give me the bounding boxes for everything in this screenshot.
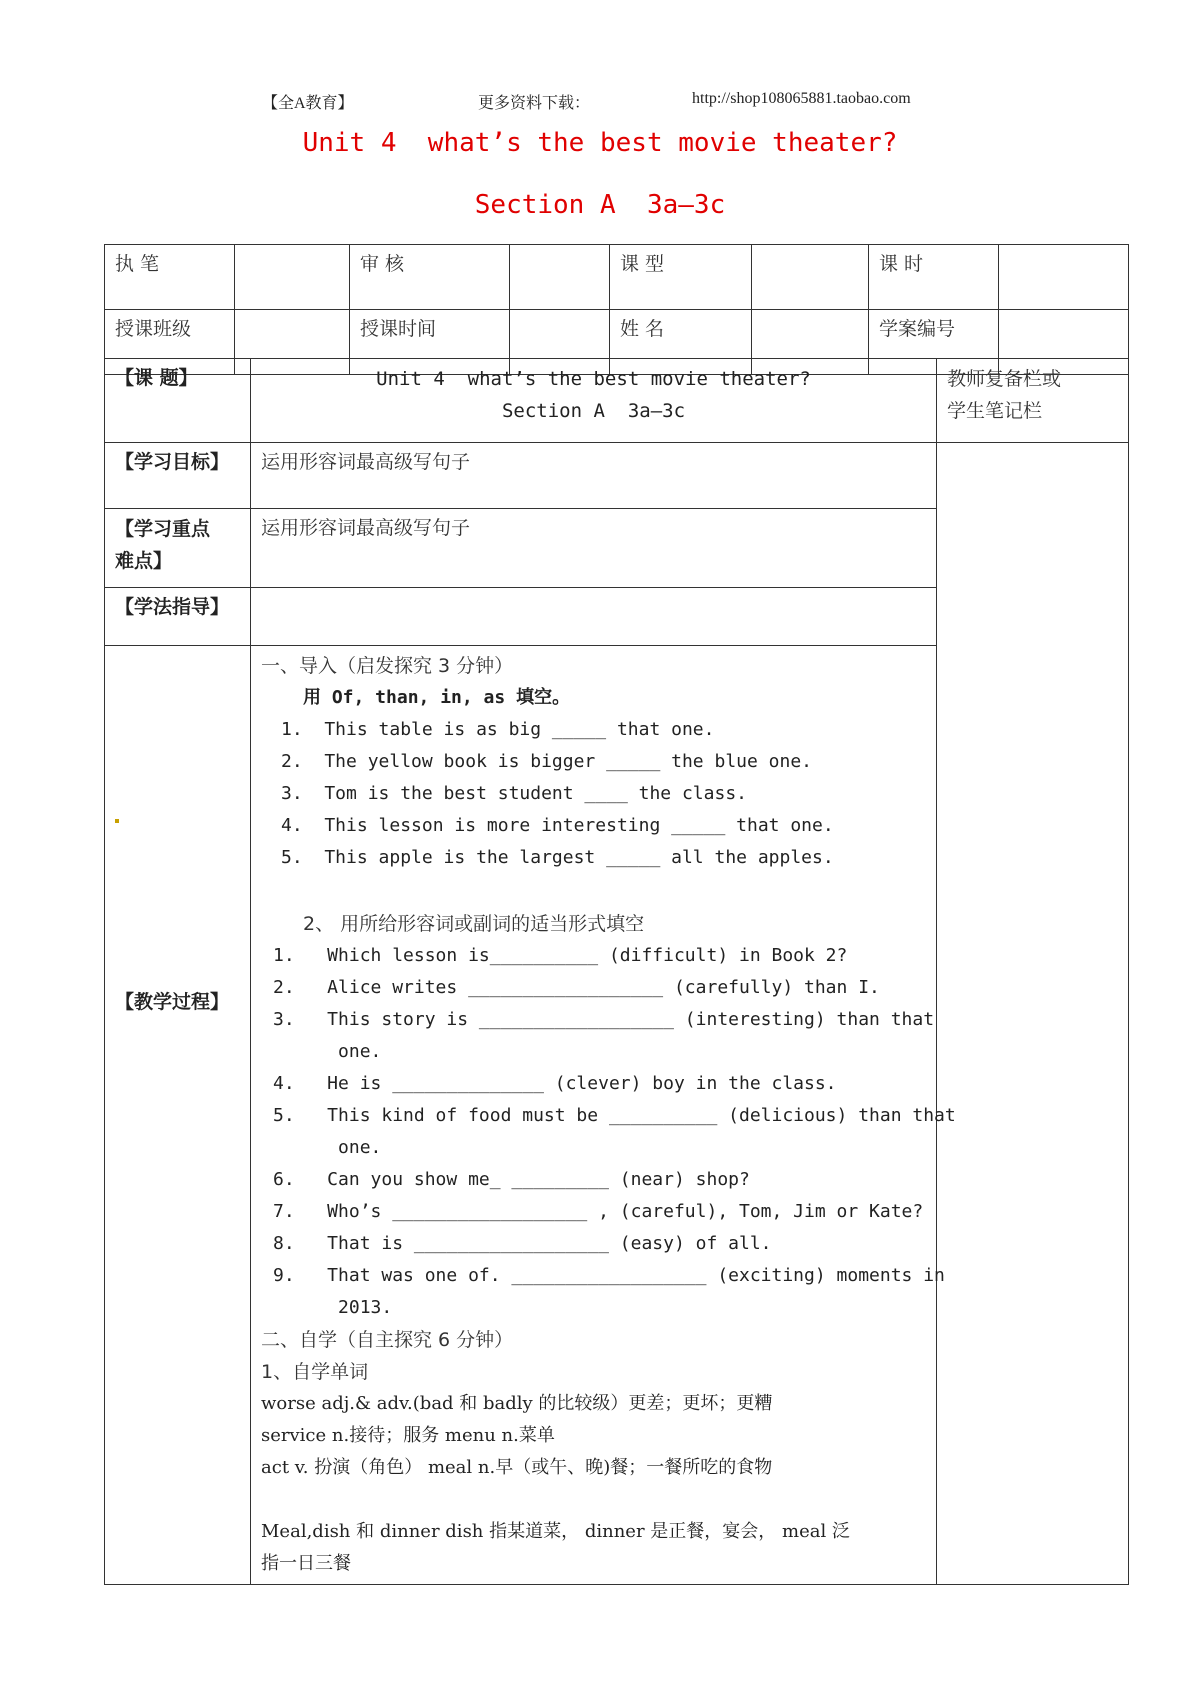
period-label: 课 时: [869, 245, 999, 310]
part1-instruction: 用 Of, than, in, as 填空。: [303, 687, 571, 708]
goal-text: 运用形容词最高级写句子: [251, 443, 937, 509]
exercise-item: 7. Who’s __________________ , (careful), Tom, Jim or Kate?: [273, 1201, 924, 1222]
exercise-item: 3. This story is __________________ (interesting) than that: [273, 1009, 935, 1030]
exercise-item-continued: one.: [273, 1041, 382, 1062]
topic-content: [251, 359, 937, 443]
vocab-line: Meal,dish 和 dinner dish 指某道菜， dinner 是正餐，宴会， meal 泛: [261, 1521, 850, 1542]
part2-title: 2、 用所给形容词或副词的适当形式填空: [303, 913, 645, 935]
vocab-line: 指一日三餐: [261, 1553, 351, 1574]
exercise-item: 4. He is ______________ (clever) boy in the class.: [273, 1073, 837, 1094]
exercise-item: 6. Can you show me_ _________ (near) shop?: [273, 1169, 750, 1190]
goal-label: 【学习目标】: [105, 443, 251, 509]
part3-subtitle: 1、自学单词: [261, 1361, 369, 1383]
writer-label: 执 笔: [105, 245, 235, 310]
topic-line-2: Section A 3a—3c: [501, 400, 686, 422]
header-more-downloads: 更多资料下载：: [478, 95, 591, 112]
exercise-item: 8. That is __________________ (easy) of all.: [273, 1233, 772, 1254]
focus-label-line-2: 难点】: [115, 550, 173, 572]
notes-column[interactable]: [937, 443, 1129, 1585]
vocab-list: [261, 1388, 926, 1580]
notes-header-line-1: 教师复备栏或: [947, 368, 1062, 390]
vocab-line: service n.接待；服务 menu n.菜单: [261, 1425, 555, 1446]
exercise-item: 4. This lesson is more interesting _____ that one.: [281, 815, 834, 836]
exercise-item: 9. That was one of. __________________ (exciting) moments in: [273, 1265, 945, 1286]
info-table: [104, 244, 1129, 375]
reviewer-value[interactable]: [510, 245, 610, 310]
exercise-item-continued: one.: [273, 1137, 382, 1158]
lesson-table: [104, 358, 1129, 1585]
lesson-type-value[interactable]: [752, 245, 869, 310]
notes-header-line-2: 学生笔记栏: [947, 400, 1043, 422]
topic-label: 【课 题】: [105, 359, 251, 443]
method-label: 【学法指导】: [105, 588, 251, 646]
page-header: [0, 90, 1200, 114]
goal-row: [105, 443, 1129, 509]
page-subtitle: Section A 3a—3c: [474, 190, 726, 220]
page-title: Unit 4 what’s the best movie theater?: [302, 128, 898, 158]
vocab-line: act v. 扮演（角色） meal n.早（或午、晚)餐；一餐所吃的食物: [261, 1457, 773, 1478]
class-label: 授课班级: [105, 310, 235, 375]
writer-value[interactable]: [235, 245, 350, 310]
focus-label: [105, 509, 251, 588]
plan-number-label: 学案编号: [869, 310, 999, 375]
exercise-item: 5. This apple is the largest _____ all the apples.: [281, 847, 834, 868]
method-text[interactable]: [251, 588, 937, 646]
lesson-type-label: 课 型: [610, 245, 752, 310]
focus-label-line-1: 【学习重点: [115, 518, 211, 540]
notes-header: [937, 359, 1129, 443]
focus-text: 运用形容词最高级写句子: [251, 509, 937, 588]
time-label: 授课时间: [350, 310, 510, 375]
header-url[interactable]: http://shop108065881.taobao.com: [692, 90, 911, 107]
part1-list: [261, 714, 926, 874]
process-label: 【教学过程】: [105, 646, 251, 1585]
exercise-item: 2. Alice writes __________________ (carefully) than I.: [273, 977, 880, 998]
vocab-line: [261, 1484, 926, 1516]
exercise-item-continued: 2013.: [273, 1297, 393, 1318]
stray-mark: [115, 819, 119, 823]
part3-title: 二、自学（自主探究 6 分钟）: [261, 1329, 514, 1351]
exercise-item: 5. This kind of food must be __________ (delicious) than that: [273, 1105, 956, 1126]
info-row-1: [105, 245, 1129, 310]
part2-list: [261, 940, 956, 1324]
exercise-item: 1. Which lesson is__________ (difficult) in Book 2?: [273, 945, 848, 966]
header-brand: 【全A教育】: [262, 95, 354, 112]
exercise-item: 3. Tom is the best student ____ the class.: [281, 783, 747, 804]
exercise-item: 1. This table is as big _____ that one.: [281, 719, 715, 740]
topic-row: [105, 359, 1129, 443]
process-content: [251, 646, 956, 1585]
part1-title: 一、导入（启发探究 3 分钟）: [261, 655, 514, 677]
exercise-item: 2. The yellow book is bigger _____ the blue one.: [281, 751, 813, 772]
topic-line-1: Unit 4 what’s the best movie theater?: [376, 368, 811, 390]
name-label: 姓 名: [610, 310, 752, 375]
reviewer-label: 审 核: [350, 245, 510, 310]
period-value[interactable]: [999, 245, 1129, 310]
vocab-line: worse adj.& adv.(bad 和 badly 的比较级）更差；更坏；更糟: [261, 1393, 773, 1414]
